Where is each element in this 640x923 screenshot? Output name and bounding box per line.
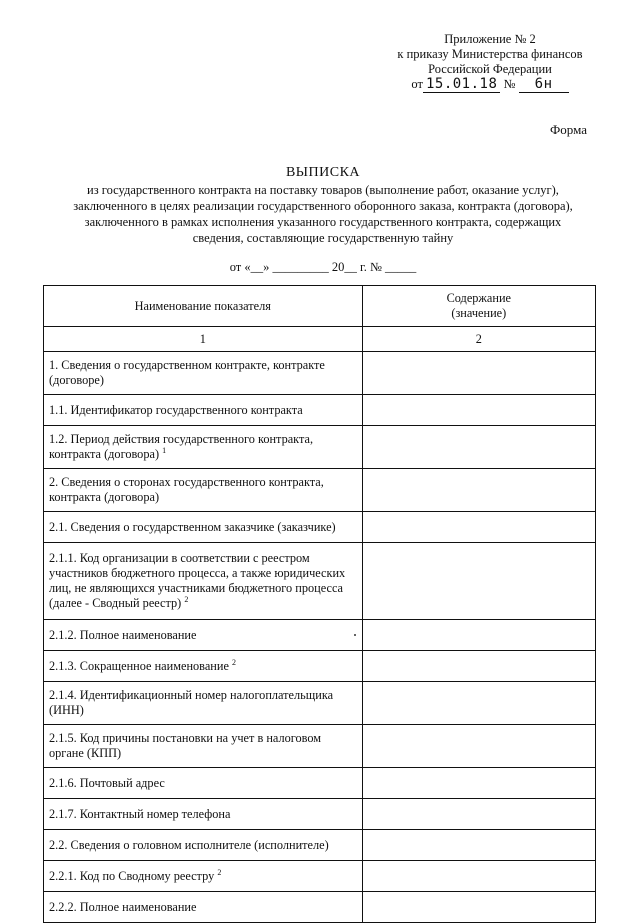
indicator-cell: [44, 682, 363, 725]
indicator-label: 2. Сведения о сторонах государственного контракта, контракта (договора): [49, 475, 324, 504]
column-header-indicator: Наименование показателя: [44, 286, 363, 327]
indicator-cell: [44, 799, 363, 830]
value-cell: [362, 469, 595, 512]
indicator-label: 2.1.6. Почтовый адрес: [49, 775, 165, 790]
indicator-cell: [44, 512, 363, 543]
indicator-label: 2.1.7. Контактный номер телефона: [49, 806, 231, 821]
subtitle-line: из государственного контракта на поставку товаров (выполнение работ, оказание услуг),: [87, 183, 559, 197]
table-row: [44, 682, 596, 725]
indicator-cell: [44, 469, 363, 512]
value-cell: [362, 620, 595, 651]
table-row: [44, 768, 596, 799]
value-cell: [362, 725, 595, 768]
extract-table: [43, 285, 596, 923]
indicator-label: 2.1. Сведения о государственном заказчике (заказчике): [49, 519, 336, 534]
indicator-label: 2.2.1. Код по Сводному реестру: [49, 868, 215, 883]
table-row: [44, 469, 596, 512]
subtitle-line: заключенного в целях реализации государственного оборонного заказа, контракта (договора),: [73, 199, 573, 213]
column-header-content: [362, 286, 595, 327]
indicator-cell: [44, 620, 363, 651]
table-row: [44, 725, 596, 768]
table-row: [44, 830, 596, 861]
indicator-label: 2.1.5. Код причины постановки на учет в налоговом органе (КПП): [49, 731, 322, 760]
table-body: [44, 327, 596, 923]
table-row: [44, 620, 596, 651]
document-title-block: [40, 165, 606, 246]
indicator-label: 1. Сведения о государственном контракте, контракте (договоре): [49, 358, 325, 387]
indicator-label: 1.2. Период действия государственного контракта, контракта (договора): [49, 432, 314, 461]
indicator-cell: [44, 352, 363, 395]
table-row: [44, 395, 596, 426]
value-cell: [362, 768, 595, 799]
indicator-label: 2.2.2. Полное наименование: [49, 899, 197, 914]
table-row: [44, 543, 596, 620]
table-row: [44, 861, 596, 892]
value-cell: [362, 543, 595, 620]
indicator-cell: [44, 768, 363, 799]
indicator-label: 1.1. Идентификатор государственного контракта: [49, 402, 303, 417]
order-date-line: [370, 77, 610, 93]
extract-date-line: от «__» _________ 20__ г. № _____: [229, 260, 417, 274]
indicator-cell: [44, 651, 363, 682]
value-cell: [362, 512, 595, 543]
value-cell: [362, 892, 595, 923]
order-from-prefix: от: [411, 77, 423, 91]
column-number: 2: [362, 327, 595, 352]
value-cell: [362, 861, 595, 892]
column-number-row: [44, 327, 596, 352]
indicator-cell: [44, 426, 363, 469]
column-header-content-line1: Содержание: [446, 291, 511, 305]
indicator-label: 2.1.3. Сокращенное наименование: [49, 658, 229, 673]
table-header-row: [44, 286, 596, 327]
value-cell: [362, 651, 595, 682]
column-number: 1: [44, 327, 363, 352]
table-row: [44, 352, 596, 395]
footnote-ref: 1: [162, 445, 167, 455]
scan-speck: [354, 634, 356, 636]
value-cell: [362, 682, 595, 725]
indicator-cell: [44, 725, 363, 768]
document-title: ВЫПИСКА: [285, 165, 361, 180]
order-number-prefix: №: [503, 77, 516, 91]
table-row: [44, 799, 596, 830]
indicator-label: 2.1.1. Код организации в соответствии с реестром участников бюджетного процесса, а также юридических лиц, не являющихся участниками бюджетного процесса (далее - Сводный реестр): [49, 551, 346, 610]
value-cell: [362, 426, 595, 469]
order-number: 6н: [519, 77, 569, 93]
footnote-ref: 2: [231, 657, 236, 667]
subtitle-line: заключенного в рамках исполнения указанного государственного контракта, содержащих: [84, 215, 562, 229]
footnote-ref: 2: [184, 594, 189, 604]
indicator-label: 2.2. Сведения о головном исполнителе (исполнителе): [49, 837, 329, 852]
column-header-content-line2: (значение): [451, 306, 507, 320]
table-row: [44, 512, 596, 543]
table-row: [44, 651, 596, 682]
indicator-cell: [44, 861, 363, 892]
value-cell: [362, 395, 595, 426]
subtitle-line: сведения, составляющие государственную тайну: [192, 231, 454, 245]
value-cell: [362, 799, 595, 830]
indicator-label: 2.1.4. Идентификационный номер налогоплательщика (ИНН): [49, 688, 334, 717]
footnote-ref: 2: [217, 867, 222, 877]
indicator-cell: [44, 892, 363, 923]
table-row: [44, 892, 596, 923]
appendix-ministry: Российской Федерации: [428, 62, 552, 76]
value-cell: [362, 830, 595, 861]
table-row: [44, 426, 596, 469]
appendix-header: [370, 32, 610, 93]
value-cell: [362, 352, 595, 395]
order-date: 15.01.18: [423, 77, 500, 93]
indicator-cell: [44, 543, 363, 620]
indicator-label: 2.1.2. Полное наименование: [49, 627, 197, 642]
indicator-cell: [44, 830, 363, 861]
form-label: Форма: [550, 122, 587, 137]
appendix-title: Приложение № 2: [444, 32, 536, 46]
appendix-order: к приказу Министерства финансов: [397, 47, 583, 61]
indicator-cell: [44, 395, 363, 426]
